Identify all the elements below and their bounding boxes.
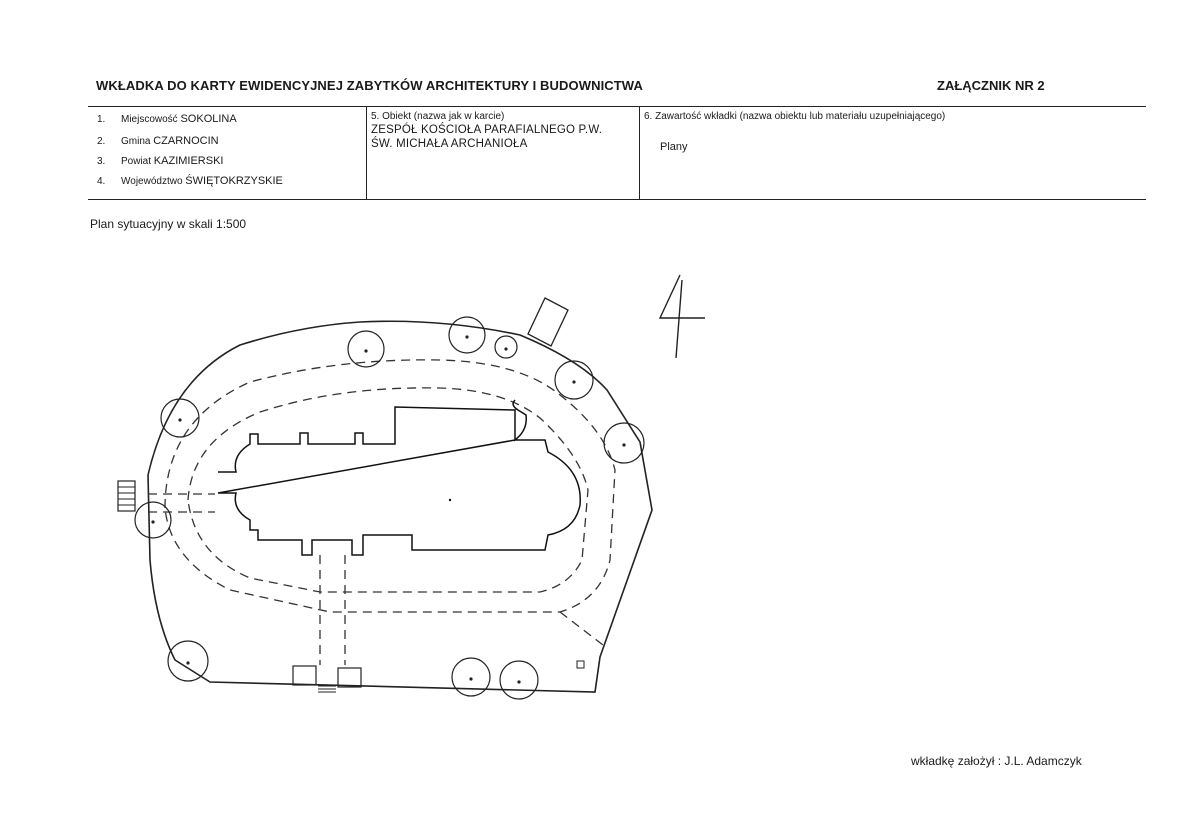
location-row-county: 3. Powiat KAZIMIERSKI	[97, 155, 224, 167]
trees	[135, 317, 644, 699]
object-name-line2: ŚW. MICHAŁA ARCHANIOŁA	[371, 138, 528, 150]
object-name-line1: ZESPÓŁ KOŚCIOŁA PARAFIALNEGO P.W.	[371, 124, 603, 136]
boundary-wall	[148, 321, 652, 692]
gate-post-left	[293, 666, 316, 685]
dashed-path-inner	[188, 388, 588, 592]
church-outline	[218, 400, 580, 555]
document-title: WKŁADKA DO KARTY EWIDENCYJNEJ ZABYTKÓW ARCHITEKTURY I BUDOWNICTWA	[96, 78, 643, 93]
author-signature-line: wkładkę założył : J.L. Adamczyk	[911, 754, 1082, 768]
small-marker	[577, 661, 584, 668]
tree	[348, 331, 384, 367]
outbuilding	[528, 298, 568, 346]
gate-post-right	[338, 668, 361, 687]
handwritten-number-text: 4	[658, 358, 659, 359]
tree	[135, 502, 171, 538]
tree	[168, 641, 208, 681]
tree	[449, 317, 485, 353]
contents-value: Plany	[660, 141, 688, 153]
contents-heading: 6. Zawartość wkładki (nazwa obiektu lub materiału uzupełniającego)	[644, 111, 946, 122]
annex-number: ZAŁĄCZNIK NR 2	[937, 78, 1045, 93]
tree	[500, 661, 538, 699]
dashed-path-outer	[165, 360, 615, 612]
handwritten-number-mark	[660, 275, 705, 358]
object-heading: 5. Obiekt (nazwa jak w karcie)	[371, 111, 505, 122]
location-row-commune: 2. Gmina CZARNOCIN	[97, 135, 219, 147]
plan-caption: Plan sytuacyjny w skali 1:500	[90, 217, 247, 231]
entrance-steps-west	[118, 481, 135, 511]
tree	[495, 336, 517, 358]
tree	[452, 658, 490, 696]
location-row-voivodeship: 4. Województwo ŚWIĘTOKRZYSKIE	[97, 175, 283, 187]
tree	[161, 399, 199, 437]
tree	[604, 423, 644, 463]
location-row-town: 1. Miejscowość SOKOLINA	[97, 113, 237, 125]
tree	[555, 361, 593, 399]
